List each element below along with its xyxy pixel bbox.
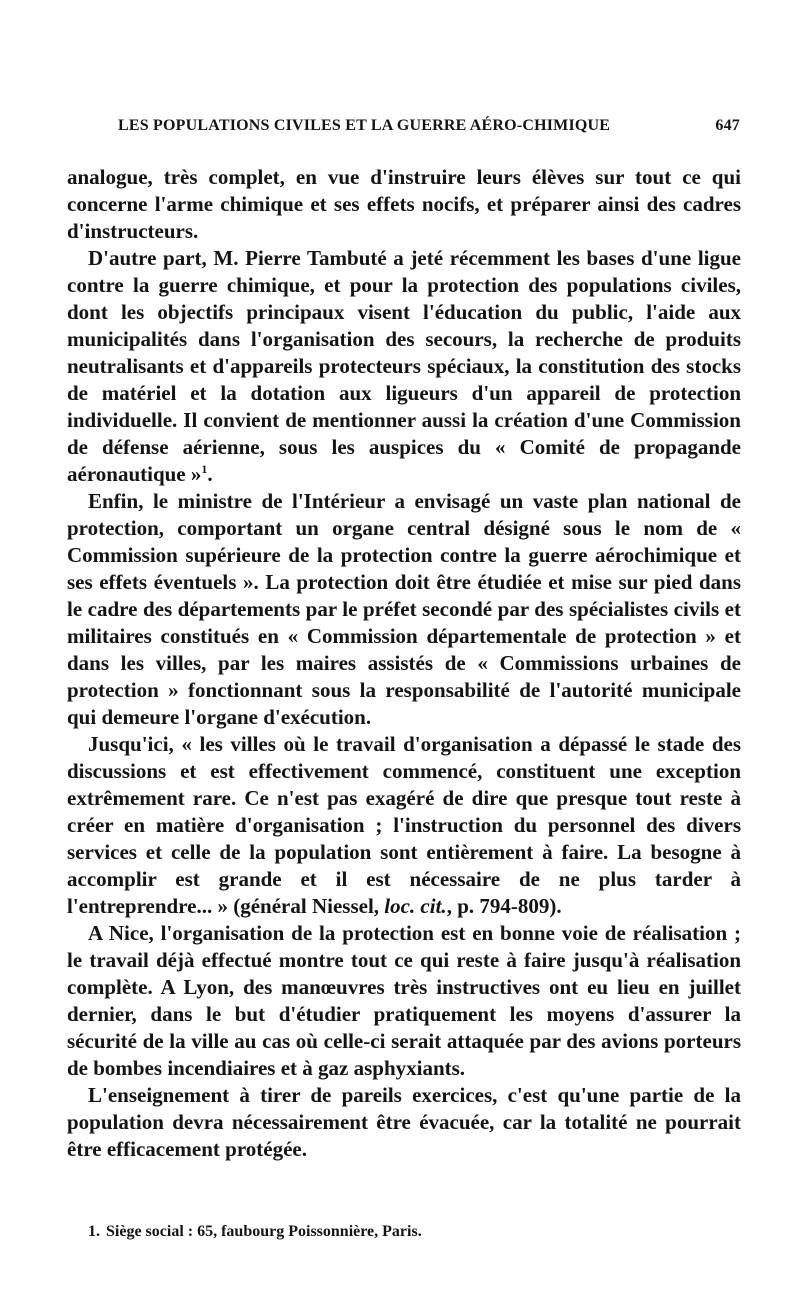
body-text: [67, 164, 741, 1163]
footnote-text: Siège social : 65, faubourg Poissonnière, Paris.: [106, 1223, 422, 1240]
footnote-number: 1.: [88, 1223, 100, 1240]
citation-loc-cit: loc. cit.: [384, 894, 447, 918]
paragraph-4: [67, 731, 741, 920]
paragraph-3: Enfin, le ministre de l'Intérieur a envisagé un vaste plan national de protection, comportant un organe central désigné sous le nom de « Commission supérieure de la protection contre la guerre aérochimique et ses effets éventuels ». La protection doit être étudiée et mise sur pied dans le cadre des départements par le préfet secondé par des spécialistes civils et militaires constitués en « Commission départementale de protection » et dans les villes, par les maires assistés de « Commissions urbaines de protection » fonctionnant sous la responsabilité de l'autorité municipale qui demeure l'organe d'exécution.: [67, 489, 741, 729]
paragraph-4-end: , p. 794-809).: [446, 894, 562, 918]
footnote: [88, 1223, 738, 1241]
paragraph-1: analogue, très complet, en vue d'instruire leurs élèves sur tout ce qui concerne l'arme chimique et ses effets nocifs, et préparer ainsi des cadres d'instructeurs.: [67, 165, 741, 243]
paragraph-4-text: Jusqu'ici, « les villes où le travail d'organisation a dépassé le stade des discussions et est effectivement commencé, constituent une exception extrêmement rare. Ce n'est pas exagéré de dire que presque tout reste à créer en matière d'organisation ; l'instruction du personnel des divers services et celle de la population sont entièrement à faire. La besogne à accomplir est grande et il est nécessaire de ne plus tarder à l'entreprendre... » (général Niessel,: [67, 732, 741, 918]
page-number: 647: [715, 117, 740, 134]
paragraph-5: A Nice, l'organisation de la protection est en bonne voie de réalisation ; le travail déjà effectué montre tout ce qui reste à faire jusqu'à réalisation complète. A Lyon, des manœuvres très instructives ont eu lieu en juillet dernier, dans le but d'étudier pratiquement les moyens d'assurer la sécurité de la ville au cas où celle-ci serait attaquée par des avions porteurs de bombes incendiaires et à gaz asphyxiants.: [67, 921, 741, 1080]
paragraph-2-end: .: [207, 462, 213, 486]
paragraph-2: [67, 245, 741, 488]
paragraph-6: L'enseignement à tirer de pareils exercices, c'est qu'une partie de la population devra nécessairement être évacuée, car la totalité ne pourrait être efficacement protégée.: [67, 1083, 741, 1161]
paragraph-2-text: D'autre part, M. Pierre Tambuté a jeté récemment les bases d'une ligue contre la guerre chimique, et pour la protection des populations civiles, dont les objectifs principaux visent l'éducation du public, l'aide aux municipalités dans l'organisation des secours, la recherche de produits neutralisants et d'appareils protecteurs spéciaux, la constitution des stocks de matériel et la dotation aux ligueurs d'un appareil de protection individuelle. Il convient de mentionner aussi la création d'une Commission de défense aérienne, sous les auspices du « Comité de propagande aéronautique »: [67, 246, 741, 486]
footnote-reference[interactable]: 1: [201, 462, 208, 476]
running-title: LES POPULATIONS CIVILES ET LA GUERRE AÉRO-CHIMIQUE: [118, 117, 611, 134]
